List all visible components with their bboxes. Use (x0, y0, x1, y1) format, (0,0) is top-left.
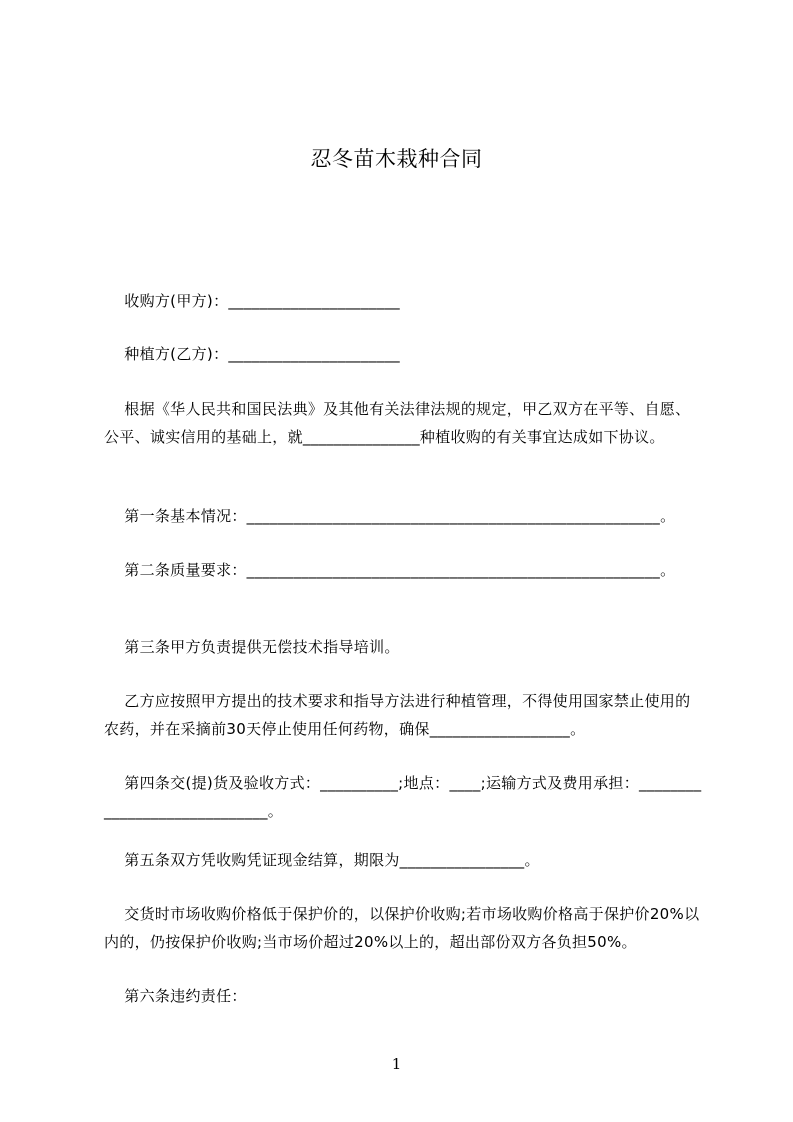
buyer-party-line: 收购方(甲方)：______________________ (104, 292, 400, 310)
article-4-delivery: 第四条交(提)货及验收方式：__________;地点：____;运输方式及费用承担：_____________________________。 (104, 774, 702, 820)
document-title: 忍冬苗木栽种合同 (310, 147, 483, 171)
article-3-training: 第三条甲方负责提供无偿技术指导培训。 (104, 638, 400, 656)
page-number: 1 (391, 1055, 402, 1073)
article-6-liability: 第六条违约责任： (104, 987, 247, 1005)
article-3-grower-duty: 乙方应按照甲方提出的技术要求和指导方法进行种植管理，不得使用国家禁止使用的农药，并在采摘前30天停止使用任何药物，确保__________________。 (104, 692, 691, 738)
grower-party-line: 种植方(乙方)：______________________ (104, 345, 400, 363)
article-2-quality: 第二条质量要求：_____________________________________________________。 (104, 561, 676, 579)
article-1-basic-info: 第一条基本情况：_____________________________________________________。 (104, 507, 676, 525)
price-protection-paragraph: 交货时市场收购价格低于保护价的，以保护价收购;若市场收购价格高于保护价20%以内的，仍按保护价收购;当市场价超过20%以上的，超出部份双方各负担50%。 (104, 905, 700, 951)
preamble-paragraph: 根据《华人民共和国民法典》及其他有关法律法规的规定，甲乙双方在平等、自愿、公平、诚实信用的基础上，就_______________种植收购的有关事宜达成如下协议。 (104, 400, 691, 446)
article-5-settlement: 第五条双方凭收购凭证现金结算，期限为________________。 (104, 851, 540, 869)
